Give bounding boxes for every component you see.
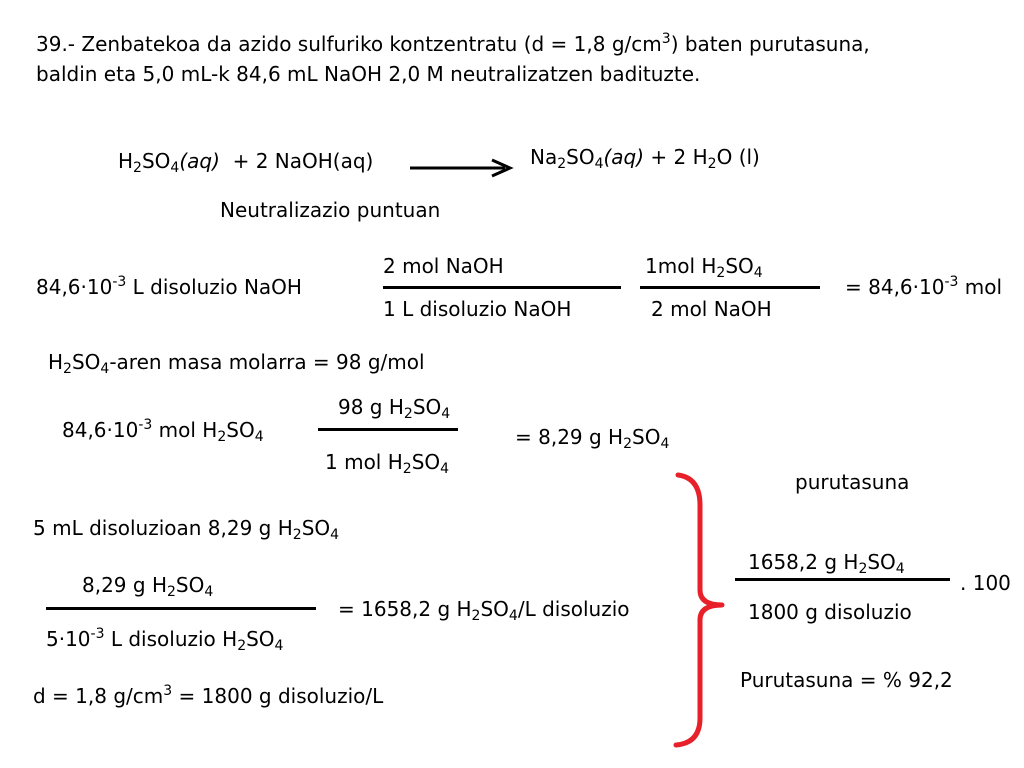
- step1-factor2-denominator: 2 mol NaOH: [651, 297, 772, 321]
- step1-factor1-numerator: 2 mol NaOH: [383, 254, 504, 278]
- step1-factor1-denominator: 1 L disoluzio NaOH: [383, 297, 572, 321]
- reaction-arrow: [410, 160, 510, 176]
- equation-products: $Na_2SO_4(aq) + 2$ $H_2O$ (l): [530, 145, 760, 172]
- equation-label: Neutralizazio puntuan: [220, 198, 441, 222]
- molar-mass-line: $H_2SO_4$-aren masa molarra = 98 g/mol: [48, 350, 425, 377]
- step1-given: $84,6\cdot 10^{-3}$ L disoluzio NaOH: [36, 274, 302, 299]
- purity-times-100: . 100: [960, 571, 1011, 595]
- step1-factor2-numerator: 1mol $H_2SO_4$: [645, 254, 763, 281]
- step1-result: = $84,6\cdot 10^{-3}$ mol: [845, 274, 1003, 299]
- step2-numerator: 98 g $H_2SO_4$: [338, 395, 451, 422]
- problem-statement-line2: baldin eta 5,0 mL-k 84,6 mL NaOH 2,0 M neutralizatzen badituzte.: [36, 62, 701, 86]
- step2-given: $84,6\cdot 10^{-3}$ mol $H_2SO_4$: [62, 417, 264, 445]
- step2-result: = 8,29 g $H_2SO_4$: [515, 425, 670, 452]
- step3-statement: 5 mL disoluzioan 8,29 g $H_2SO_4$: [33, 516, 340, 543]
- step3-result: = 1658,2 g $H_2SO_4/L$ disoluzio: [338, 597, 630, 624]
- step3-denominator: $5\cdot 10^{-3}$ L disoluzio $H_2SO_4$: [46, 626, 284, 654]
- step3-numerator: 8,29 g $H_2SO_4$: [82, 573, 214, 600]
- step2-denominator: 1 mol $H_2SO_4$: [325, 450, 450, 477]
- purity-result: Purutasuna = % 92,2: [740, 668, 953, 692]
- problem-number: 39.-: [36, 32, 76, 56]
- purity-numerator: 1658,2 g $H_2SO_4$: [748, 550, 905, 577]
- density-line: d = 1,8 $g/cm^3 = 1800$ g disoluzio/L: [33, 683, 384, 708]
- equation-reactants: $H_2SO_4(aq) + 2$ NaOH(aq): [118, 149, 374, 176]
- problem-statement-line1: 39.- Zenbatekoa da azido sulfuriko kontzentratu (d = 1,8 $g/cm^3$) baten purutasuna,: [36, 31, 870, 56]
- brace-icon: [676, 475, 722, 745]
- purity-denominator: 1800 g disoluzio: [748, 600, 912, 624]
- purity-heading: purutasuna: [795, 470, 910, 494]
